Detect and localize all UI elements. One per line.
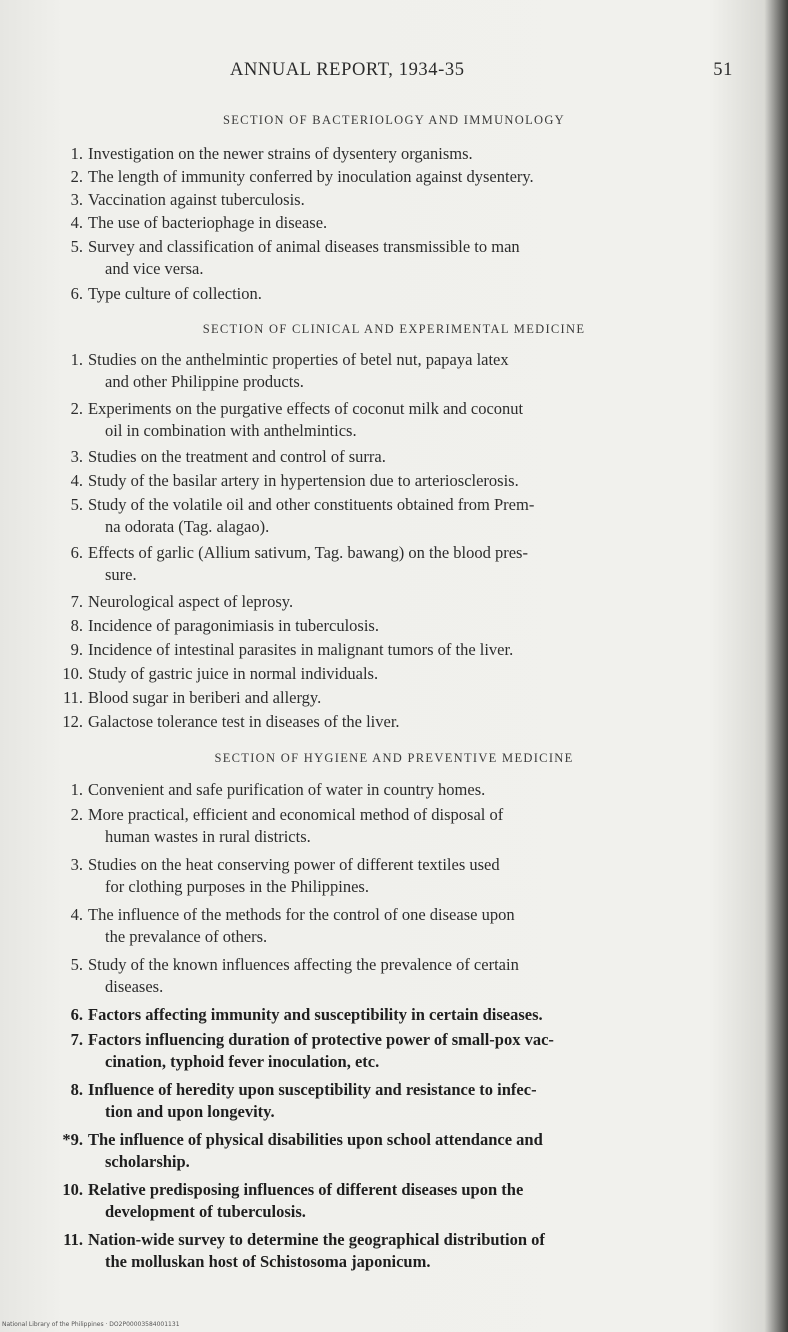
page-number: 51 bbox=[713, 60, 733, 80]
footer-credit: National Library of the Philippines · DO2P00003584001131 bbox=[2, 1321, 180, 1328]
section-heading-bacteriology: SECTION OF BACTERIOLOGY AND IMMUNOLOGY bbox=[223, 113, 565, 127]
document-page: ANNUAL REPORT, 1934-35 51 SECTION OF BACTERIOLOGY AND IMMUNOLOGY 1. Investigation on the newer strains of dysentery organisms. 2. The length of immunity conferred by inoculation against dysentery. 3. Vaccination against tuberculosis. 4. The use of bacteriophage in disease. 5. Survey and classification of animal diseases transmissible to man and vice versa. 6. Type culture of collection. SECTION OF CLINICAL AND EXPERIMENTAL MEDICINE 1. Studies on the anthelmintic properties of betel nut, papaya latex and other Philippine products. 2. Experiments on the purgative effects of coconut milk and coconut oil in combination with anthelmintics. 3. Studies on the treatment and control of surra. 4. Study of the basilar artery in hypertension due to arteriosclerosis. 5. Study of the volatile oil and other constituents obtained from Prem- na odorata (Tag. alagao). 6. Effects of garlic (Allium sativum, Tag. bawang) on the blood pres- sure. 7. Neurological aspect of leprosy. 8. Incidence of paragonimiasis in tuberculosis. 9. Incidence of intestinal parasites in malignant tumors of the liver. 10. Study of gastric juice in normal individuals. 11. Blood sugar in beriberi and allergy. 12. Galactose tolerance test in diseases of the liver. SECTION OF HYGIENE AND PREVENTIVE MEDICINE 1. Convenient and safe purification of water in country homes. 2. More practical, efficient and economical method of disposal of human wastes in rural districts. 3. Studies on the heat conserving power of different textiles used for clothing purposes in the Philippines. 4. The influence of the methods for the control of one disease upon the prevalance of others. 5. Study of the known influences affecting the prevalence of certain diseases. 6. Factors affecting immunity and susceptibility in certain diseases. 7. Factors influencing duration of protective power of small-pox vac- cination, typhoid fever inoculation, etc. 8. Influence of heredity upon susceptibility and resistance to infec- tion and upon longevity. *9. The influence of physical disabilities upon school attendance and scholarship. 10. Relative predisposing influences of different diseases upon the development of tuberculosis. 11. Nation-wide survey to determine the geographical distribution of the molluskan host of Schistosoma japonicum. National Library of the Philippines · DO2P00003584001131 bbox=[0, 0, 788, 1332]
page-title: ANNUAL REPORT, 1934-35 bbox=[230, 60, 465, 80]
page-header bbox=[230, 60, 733, 81]
section-heading-clinical: SECTION OF CLINICAL AND EXPERIMENTAL MEDICINE bbox=[202, 322, 586, 336]
section-heading-hygiene: SECTION OF HYGIENE AND PREVENTIVE MEDICINE bbox=[214, 751, 574, 765]
